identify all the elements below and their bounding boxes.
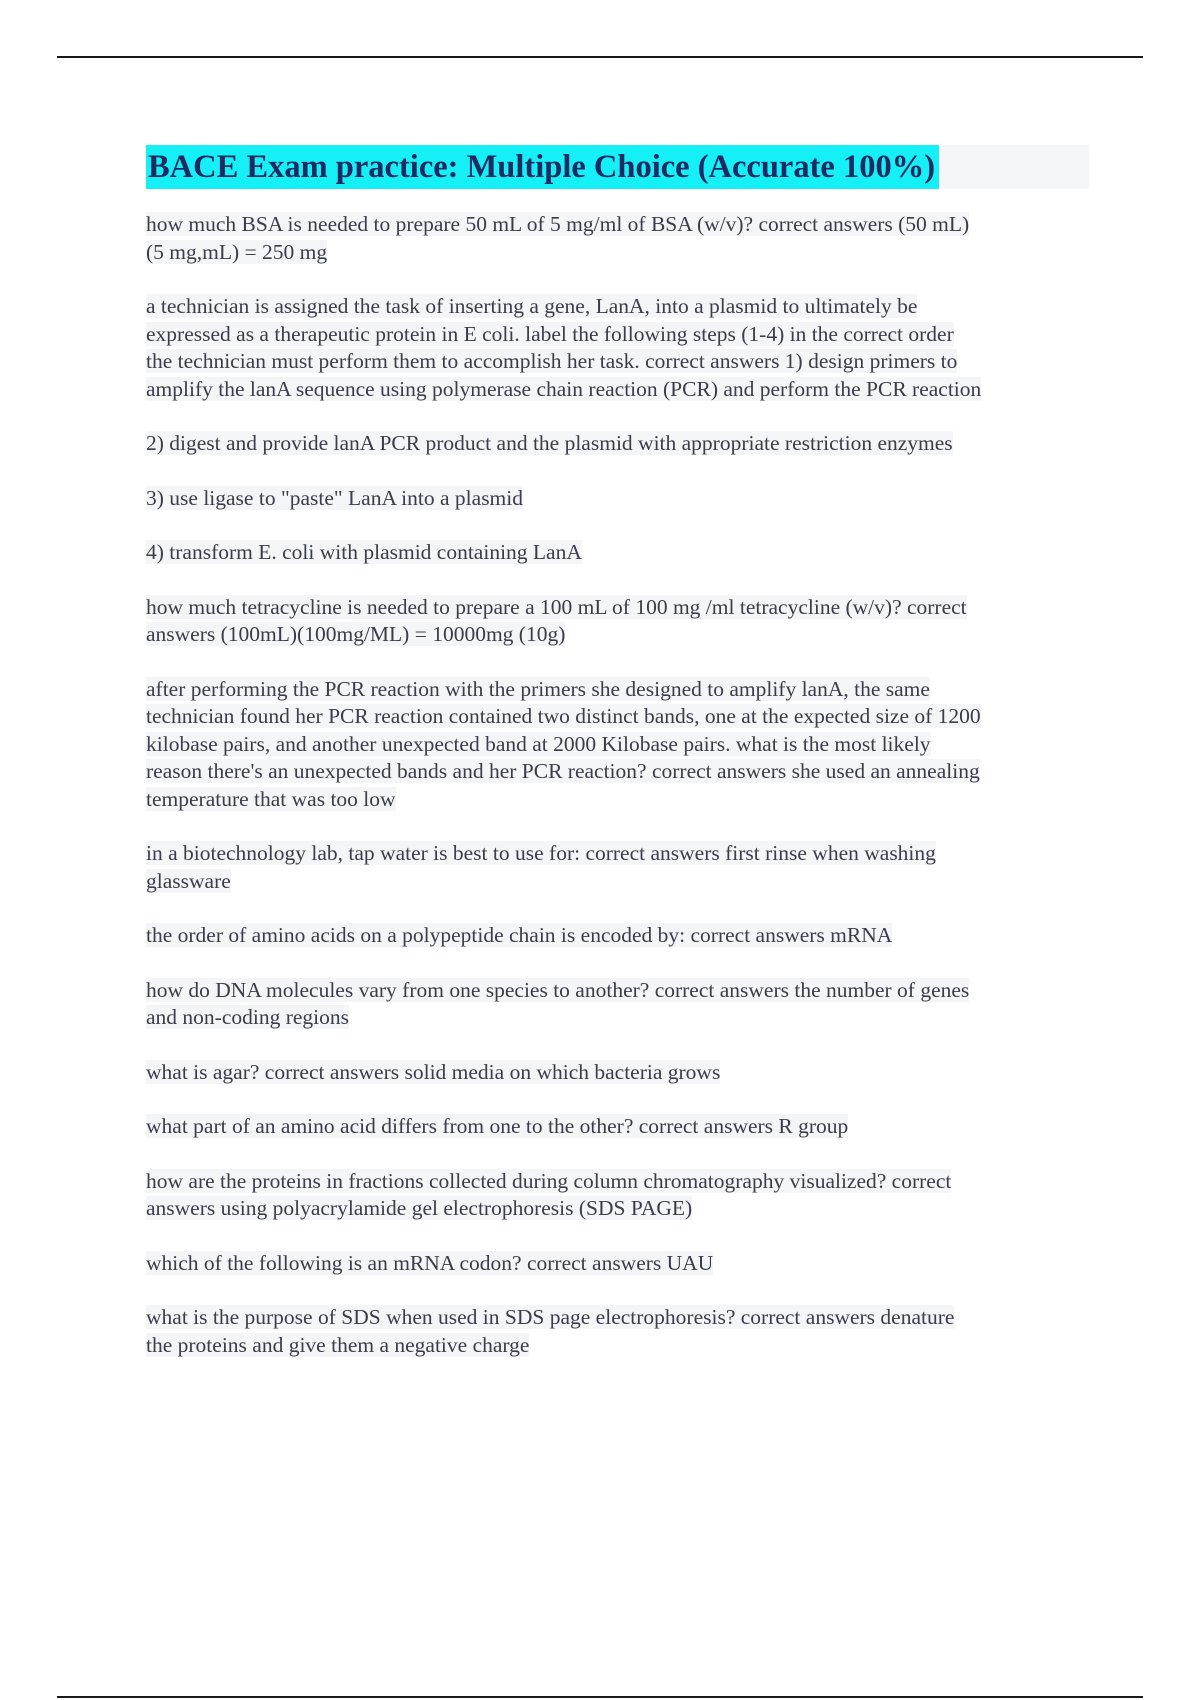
qa-paragraph-13 bbox=[146, 1168, 1089, 1223]
qa-paragraph-11 bbox=[146, 1059, 1089, 1087]
qa-paragraph-8 bbox=[146, 840, 1089, 895]
qa-paragraph-10 bbox=[146, 977, 1089, 1032]
qa-text: how much BSA is needed to prepare 50 mL of 5 mg/ml of BSA (w/v)? correct answers (50 mL) (5 mg,mL) = 250 mg bbox=[146, 212, 970, 264]
qa-paragraph-6 bbox=[146, 594, 1089, 649]
qa-text: how do DNA molecules vary from one species to another? correct answers the number of genes and non-coding regions bbox=[146, 977, 970, 1029]
qa-paragraph-14 bbox=[146, 1250, 1089, 1278]
qa-text: how much tetracycline is needed to prepare a 100 mL of 100 mg /ml tetracycline (w/v)? correct answers (100mL)(100mg/ML) = 10000mg (10g) bbox=[146, 594, 967, 646]
page-top-rule bbox=[57, 56, 1143, 58]
qa-text: what is agar? correct answers solid media on which bacteria grows bbox=[146, 1059, 721, 1084]
qa-text: how are the proteins in fractions collected during column chromatography visualized? correct answers using polyacrylamide gel electrophoresis (SDS PAGE) bbox=[146, 1168, 952, 1220]
qa-text: 2) digest and provide lanA PCR product and the plasmid with appropriate restriction enzymes bbox=[146, 431, 953, 455]
qa-text: 3) use ligase to "paste" LanA into a plasmid bbox=[146, 485, 524, 510]
title-bar bbox=[146, 145, 1089, 189]
qa-paragraph-12 bbox=[146, 1113, 1089, 1141]
qa-paragraph-7 bbox=[146, 676, 1089, 814]
qa-paragraph-4 bbox=[146, 485, 1089, 513]
qa-text: a technician is assigned the task of inserting a gene, LanA, into a plasmid to ultimately be expressed as a therapeutic protein in E coli. label the following steps (1-4) in the correct order the technician must perform them to accomplish her task. correct answers 1) design primers to amplify the lanA sequence using polymerase chain reaction (PCR) and perform the PCR reaction bbox=[146, 294, 982, 401]
document-title: BACE Exam practice: Multiple Choice (Accurate 100%) bbox=[146, 145, 939, 189]
page-bottom-rule bbox=[57, 1696, 1143, 1698]
qa-paragraph-2 bbox=[146, 293, 1089, 403]
qa-paragraph-15 bbox=[146, 1304, 1089, 1359]
qa-text: what is the purpose of SDS when used in SDS page electrophoresis? correct answers denature the proteins and give them a negative charge bbox=[146, 1305, 955, 1357]
qa-paragraph-5 bbox=[146, 539, 1089, 567]
qa-text: the order of amino acids on a polypeptide chain is encoded by: correct answers mRNA bbox=[146, 923, 893, 947]
qa-paragraph-9 bbox=[146, 922, 1089, 950]
qa-paragraph-1 bbox=[146, 211, 1089, 266]
qa-text: after performing the PCR reaction with the primers she designed to amplify lanA, the same technician found her PCR reaction contained two distinct bands, one at the expected size of 1200 kilobase pairs, and another unexpected band at 2000 Kilobase pairs. what is the most likely reason there's an unexpected bands and her PCR reaction? correct answers she used an annealing temperature that was too low bbox=[146, 676, 981, 811]
qa-paragraph-3 bbox=[146, 430, 1089, 458]
qa-text: what part of an amino acid differs from one to the other? correct answers R group bbox=[146, 1114, 849, 1138]
qa-text: which of the following is an mRNA codon? correct answers UAU bbox=[146, 1250, 714, 1275]
qa-text: 4) transform E. coli with plasmid containing LanA bbox=[146, 540, 582, 564]
document-body bbox=[146, 145, 1089, 1386]
qa-text: in a biotechnology lab, tap water is best to use for: correct answers first rinse when washing glassware bbox=[146, 841, 936, 893]
